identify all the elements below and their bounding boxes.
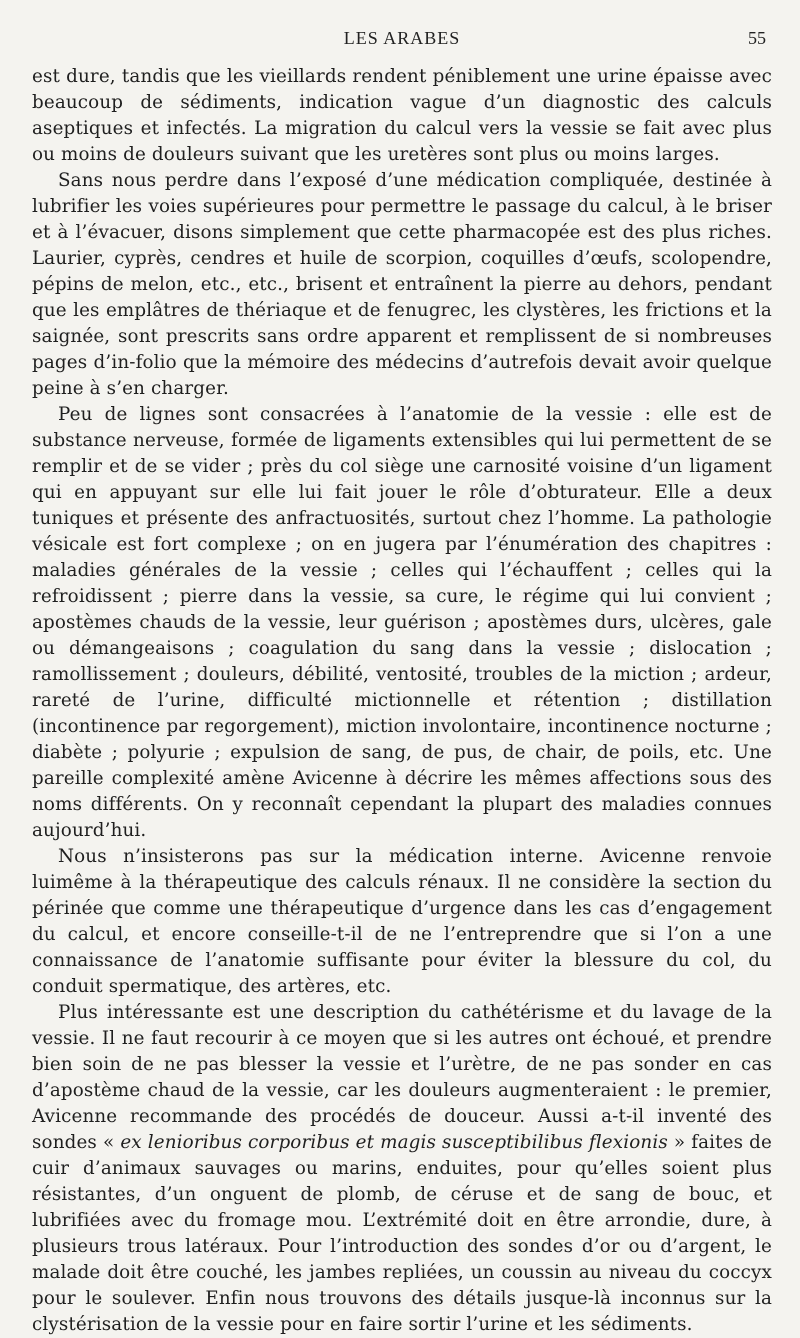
paragraph-1: est dure, tandis que les vieillards rendent péniblement une urine épaisse avec beaucoup de sédiments, indication vague d’un diagnostic des calculs aseptiques et infectés. La migration du calcul vers la vessie se fait avec plus ou moins de douleurs suivant que les uretères sont plus ou moins larges. [32, 66, 772, 165]
running-title: LES ARABES [343, 28, 461, 48]
paragraph-5-text-after: » faites de cuir d’animaux sauvages ou marins, enduites, pour qu’elles soient plus résistantes, d’un onguent de plomb, de céruse et de sang de bouc, et lubrifiées avec du fromage mou. L’extrémité doit en être arrondie, dure, à plusieurs trous latéraux. Pour l’introduction des sondes d’or ou d’argent, le malade doit être couché, les jambes repliées, un coussin au niveau du coccyx pour le soulever. Enfin nous trouvons des détails jusque-là inconnus sur la clystérisation de la vessie pour en faire sortir l’urine et les sédiments. [32, 1132, 772, 1335]
paragraph-4: Nous n’insisterons pas sur la médication interne. Avicenne renvoie luimême à la thérapeutique des calculs rénaux. Il ne considère la section du périnée que comme une thérapeutique d’urgence dans les cas d’engagement du calcul, et encore conseille-t-il de ne l’entreprendre que si l’on a une connaissance de l’anatomie suffisante pour éviter la blessure du col, du conduit spermatique, des artères, etc. [32, 846, 772, 997]
paragraph-3: Peu de lignes sont consacrées à l’anatomie de la vessie : elle est de substance nerveuse, formée de ligaments extensibles qui lui permettent de se remplir et de se vider ; près du col siège une carnosité voisine d’un ligament qui en appuyant sur elle lui fait jouer le rôle d’obturateur. Elle a deux tuniques et présente des anfractuosités, surtout chez l’homme. La pathologie vésicale est fort complexe ; on en jugera par l’énumération des chapitres : maladies générales de la vessie ; celles qui l’échauffent ; celles qui la refroidissent ; pierre dans la vessie, sa cure, le régime qui lui convient ; apostèmes chauds de la vessie, leur guérison ; apostèmes durs, ulcères, gale ou démangeaisons ; coagulation du sang dans la vessie ; dislocation ; ramollissement ; douleurs, débilité, ventosité, troubles de la miction ; ardeur, rareté de l’urine, difficulté mictionnelle et rétention ; distillation (incontinence par regorgement), miction involontaire, incontinence nocturne ; diabète ; polyurie ; expulsion de sang, de pus, de chair, de poils, etc. Une pareille complexité amène Avicenne à décrire les mêmes affections sous des noms différents. On y reconnaît cependant la plupart des maladies connues aujourd’hui. [32, 404, 772, 841]
latin-quotation: ex lenioribus corporibus et magis susceptibilibus flexionis [120, 1132, 668, 1153]
paragraph-5 [32, 1000, 772, 1338]
paragraph-2: Sans nous perdre dans l’exposé d’une médication compliquée, destinée à lubrifier les voies supérieures pour permettre le passage du calcul, à le briser et à l’évacuer, disons simplement que cette pharmacopée est des plus riches. Laurier, cyprès, cendres et huile de scorpion, coquilles d’œufs, scolopendre, pépins de melon, etc., etc., brisent et entraînent la pierre au dehors, pendant que les emplâtres de thériaque et de fenugrec, les clystères, les frictions et la saignée, sont prescrits sans ordre apparent et remplissent de si nombreuses pages d’in-folio que la mémoire des médecins d’autrefois devait avoir quelque peine à s’en charger. [32, 170, 772, 399]
page-body [32, 64, 772, 1338]
page-header [32, 28, 772, 56]
paragraph-5-text-before: Plus intéressante est une description du cathétérisme et du lavage de la vessie. Il ne faut recourir à ce moyen que si les autres ont échoué, et prendre bien soin de ne pas blesser la vessie et l’urètre, de ne pas sonder en cas d’apostème chaud de la vessie, car les douleurs augmenteraient : le premier, Avicenne recommande des procédés de douceur. Aussi a-t-il inventé des sondes « [32, 1002, 772, 1153]
page-number: 55 [748, 28, 766, 48]
